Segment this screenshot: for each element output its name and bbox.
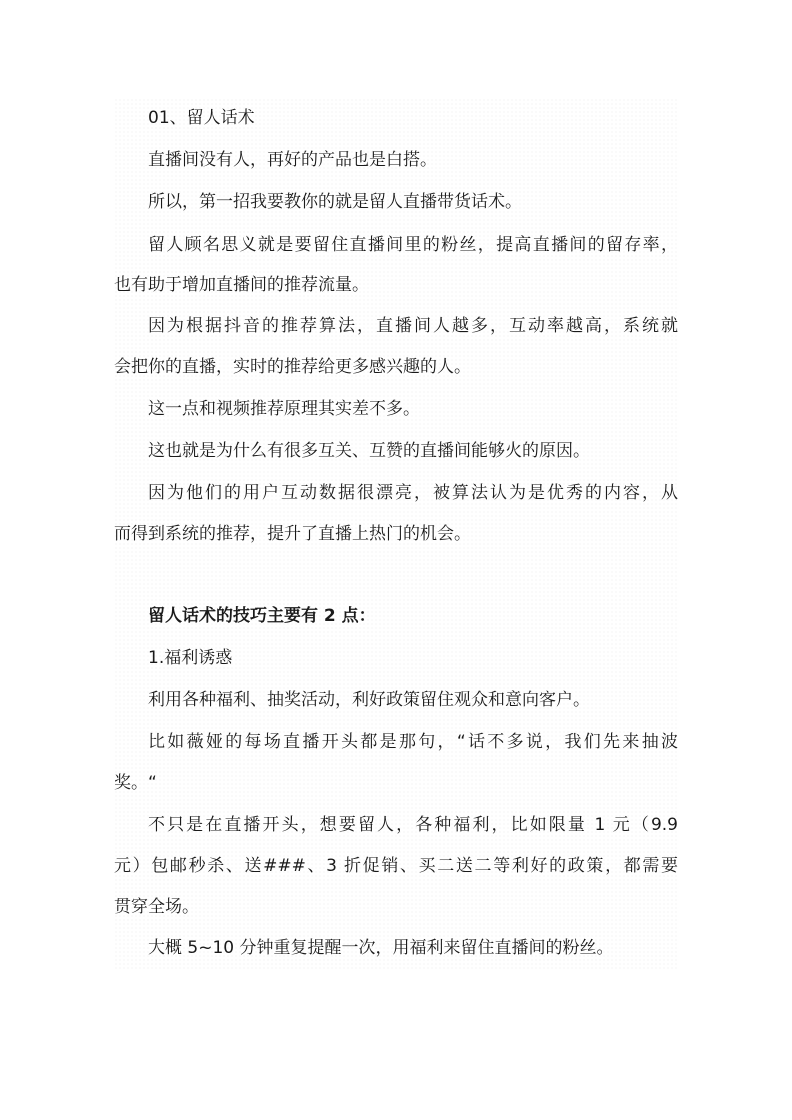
paragraph-6: 这也就是为什么有很多互关、互赞的直播间能够火的原因。 bbox=[148, 441, 590, 461]
paragraph-7-line-1: 因为他们的用户互动数据很漂亮，被算法认为是优秀的内容，从 bbox=[148, 483, 678, 503]
paragraph-9-line-2: 奖。“ bbox=[114, 773, 157, 793]
paragraph-5: 这一点和视频推荐原理其实差不多。 bbox=[148, 399, 420, 419]
paragraph-4-line-1: 因为根据抖音的推荐算法，直播间人越多，互动率越高，系统就 bbox=[148, 316, 678, 336]
paragraph-4-line-2: 会把你的直播，实时的推荐给更多感兴趣的人。 bbox=[114, 357, 471, 377]
paragraph-7-line-2: 而得到系统的推荐，提升了直播上热门的机会。 bbox=[114, 524, 471, 544]
paragraph-10-line-1: 不只是在直播开头，想要留人，各种福利，比如限量 1 元（9.9 bbox=[148, 815, 678, 835]
section-heading: 01、留人话术 bbox=[148, 108, 255, 128]
paragraph-2: 所以，第一招我要教你的就是留人直播带货话术。 bbox=[148, 192, 522, 212]
paragraph-8: 利用各种福利、抽奖活动，利好政策留住观众和意向客户。 bbox=[148, 690, 590, 710]
paragraph-1: 直播间没有人，再好的产品也是白搭。 bbox=[148, 150, 437, 170]
list-item-1: 1.福利诱惑 bbox=[148, 648, 233, 668]
document-body bbox=[114, 98, 678, 970]
paragraph-3-line-1: 留人顾名思义就是要留住直播间里的粉丝，提高直播间的留存率， bbox=[148, 235, 678, 255]
paragraph-10-line-3: 贯穿全场。 bbox=[114, 897, 199, 917]
subheading: 留人话术的技巧主要有 2 点： bbox=[148, 606, 376, 626]
paragraph-10-line-2: 元）包邮秒杀、送###、3 折促销、买二送二等利好的政策，都需要 bbox=[114, 856, 678, 876]
paragraph-11: 大概 5~10 分钟重复提醒一次，用福利来留住直播间的粉丝。 bbox=[148, 938, 614, 958]
paragraph-9-line-1: 比如薇娅的每场直播开头都是那句，“话不多说，我们先来抽波 bbox=[148, 732, 678, 752]
paragraph-3-line-2: 也有助于增加直播间的推荐流量。 bbox=[114, 275, 369, 295]
